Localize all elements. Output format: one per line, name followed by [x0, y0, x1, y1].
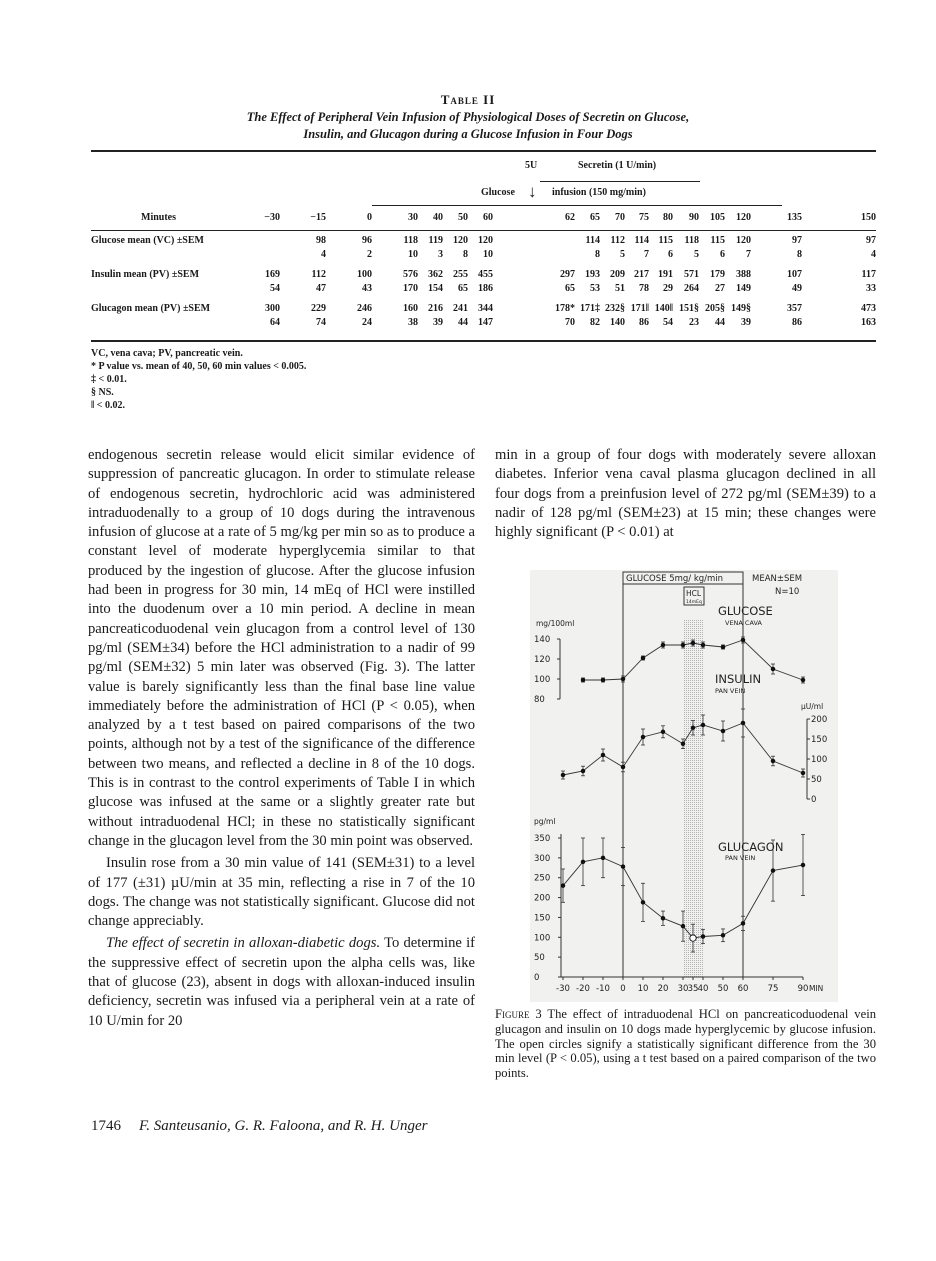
series-title: GLUCOSE — [718, 604, 773, 618]
data-point — [701, 723, 705, 727]
header-infusion: infusion (150 mg/min) — [552, 187, 646, 198]
hcl-band — [683, 620, 703, 977]
sem-cell: 39 — [433, 316, 443, 328]
glucagon-unit: pg/ml — [534, 817, 556, 826]
sem-cell: 49 — [792, 282, 802, 294]
mean-cell: 151§ — [679, 303, 699, 314]
sem-cell: 64 — [270, 316, 280, 328]
mean-cell: 255 — [453, 269, 468, 280]
glucagon-tick-label: 200 — [534, 893, 551, 904]
footnote: § NS. — [91, 387, 114, 398]
left-column — [88, 446, 475, 1031]
data-point — [621, 765, 625, 769]
mean-cell — [250, 234, 280, 248]
mean-cell: 191 — [658, 269, 673, 280]
data-point — [691, 641, 695, 645]
sem-cell: 43 — [362, 282, 372, 294]
sem-cell: 24 — [362, 316, 372, 328]
mean-cell: 455 — [478, 269, 493, 280]
data-point — [661, 643, 665, 647]
mean-cell: 119 — [428, 235, 443, 246]
sem-cell: 5 — [694, 248, 699, 260]
arrow-down-icon: ↓ — [528, 182, 537, 201]
x-tick-label: 0 — [620, 984, 626, 994]
data-point — [741, 922, 745, 926]
mean-cell: 169 — [265, 269, 280, 280]
mean-cell: 229 — [311, 303, 326, 314]
glucagon-tick-label: 0 — [534, 973, 540, 983]
sem-cell: 54 — [663, 316, 673, 328]
sem-cell: 65 — [458, 282, 468, 294]
sem-cell: 70 — [565, 316, 575, 328]
sem-cell: 27 — [715, 282, 725, 294]
mean-cell: 178* — [555, 303, 575, 314]
section-heading: The effect of secretin in alloxan-diabetic dogs. — [106, 935, 381, 952]
minute-header: 135 — [787, 212, 802, 224]
glucagon-tick-label: 100 — [534, 933, 551, 944]
sem-cell: 86 — [639, 316, 649, 328]
sem-cell: 5 — [620, 248, 625, 260]
sem-cell: 39 — [741, 316, 751, 328]
sem-cell: 3 — [438, 248, 443, 260]
sem-cell: 7 — [746, 248, 751, 260]
mean-cell: 209 — [610, 269, 625, 280]
sem-cell: 264 — [684, 282, 699, 294]
x-tick-label: 50 — [717, 984, 729, 994]
open-data-point — [690, 935, 696, 941]
minute-header: 120 — [736, 212, 751, 224]
mean-cell: 160 — [403, 303, 418, 314]
glucagon-tick-label: 150 — [534, 913, 551, 924]
minute-header: 60 — [483, 212, 493, 224]
x-tick-label: -10 — [596, 984, 610, 994]
mean-cell: 98 — [316, 235, 326, 246]
figure-3-chart — [530, 570, 840, 1002]
mean-cell: 193 — [585, 269, 600, 280]
sem-cell: 78 — [639, 282, 649, 294]
glucagon-tick-label: 50 — [534, 953, 545, 964]
sem-cell: 8 — [595, 248, 600, 260]
paragraph — [88, 934, 475, 1030]
minute-header: 40 — [433, 212, 443, 224]
sem-cell — [493, 248, 575, 262]
data-point — [601, 753, 605, 757]
data-point — [581, 678, 585, 682]
hcl-label: HCL — [686, 589, 702, 598]
mean-cell: 120 — [736, 235, 751, 246]
minute-header: −30 — [264, 212, 280, 224]
mean-cell: 118 — [403, 235, 418, 246]
series-subtitle: PAN VEIN — [715, 687, 746, 695]
data-point — [741, 721, 745, 725]
caption-text: The effect of intraduodenal HCl on pancreaticoduodenal vein glucagon and insulin on 10 dogs made hyperglycemic by glucose infusion. The open circles signify a statistically significant difference from the 30 min level (P < 0.05), using a t test based on a paired comparison of the two points. — [495, 1007, 876, 1081]
header-glucose: Glucose — [481, 187, 515, 198]
mean-cell: 232§ — [605, 303, 625, 314]
page-number: 1746 — [91, 1118, 121, 1134]
mean-cell: 246 — [357, 303, 372, 314]
data-point — [681, 643, 685, 647]
x-tick-label: -30 — [556, 984, 570, 994]
table-row-sem — [91, 316, 876, 330]
mean-cell: 97 — [792, 235, 802, 246]
footnote: ‡ < 0.01. — [91, 374, 127, 385]
mean-cell: 344 — [478, 303, 493, 314]
minute-header: 50 — [458, 212, 468, 224]
mean-cell: 149§ — [731, 303, 751, 314]
x-tick-label: 75 — [767, 984, 779, 994]
insulin-tick-label: 100 — [811, 755, 828, 765]
sem-cell: 6 — [668, 248, 673, 260]
table-row-sem — [91, 282, 876, 296]
data-point — [741, 638, 745, 642]
mean-cell: 576 — [403, 269, 418, 280]
hcl-dose: 14mEq — [686, 600, 702, 605]
row-label: Glucose mean (VC) ±SEM — [91, 235, 204, 246]
mean-cell: 171‡ — [580, 303, 600, 314]
right-column — [495, 446, 876, 542]
data-point — [561, 773, 565, 777]
mean-cell: 96 — [362, 235, 372, 246]
paragraph: min in a group of four dogs with moderately severe alloxan diabetes. Inferior vena caval plasma glucagon declined in all four dogs from a preinfusion level of 272 pg/ml (SEM±39) to a nadir of 128 pg/ml (SEM±23) at 15 min; these changes were highly significant (P < 0.01) at — [495, 447, 876, 541]
sem-cell: 74 — [316, 316, 326, 328]
x-axis-label: MIN — [809, 984, 824, 993]
sem-cell — [250, 248, 280, 262]
sem-cell: 44 — [715, 316, 725, 328]
minute-header: −15 — [310, 212, 326, 224]
minute-header: 62 — [565, 212, 575, 224]
data-point — [681, 742, 685, 746]
data-point — [771, 667, 775, 671]
mean-cell: 217 — [634, 269, 649, 280]
x-tick-label: 10 — [637, 984, 649, 994]
row-label: Insulin mean (PV) ±SEM — [91, 269, 200, 280]
mean-cell: 120 — [453, 235, 468, 246]
data-point — [561, 884, 565, 888]
x-tick-label: -20 — [576, 984, 590, 994]
glucagon-tick-label: 300 — [534, 853, 551, 864]
minute-header: 90 — [689, 212, 699, 224]
table-subtitle-line1: The Effect of Peripheral Vein Infusion of Physiological Doses of Secretin on Glucose, — [246, 110, 690, 124]
table-row-mean — [91, 268, 876, 282]
mean-cell — [493, 234, 575, 248]
glucose-unit: mg/100ml — [536, 619, 575, 628]
figure-caption — [495, 1007, 876, 1081]
data-point — [641, 901, 645, 905]
sem-cell: 8 — [797, 248, 802, 260]
data-point — [641, 656, 645, 660]
header-secretin: Secretin (1 U/min) — [578, 160, 657, 171]
sem-cell: 10 — [483, 248, 493, 260]
mean-cell: 100 — [357, 269, 372, 280]
data-point — [601, 678, 605, 682]
sem-cell: 4 — [321, 248, 326, 260]
minute-header: 75 — [639, 212, 649, 224]
data-point — [721, 934, 725, 938]
table-top-rule — [91, 150, 876, 152]
mean-cell: 241 — [453, 303, 468, 314]
data-point — [641, 735, 645, 739]
sem-cell: 7 — [644, 248, 649, 260]
table-row-mean — [91, 234, 876, 248]
glucose-span-rule — [372, 205, 782, 206]
sem-cell: 8 — [463, 248, 468, 260]
data-point — [581, 769, 585, 773]
row-label: Glucagon mean (PV) ±SEM — [91, 303, 211, 314]
minute-header: 105 — [710, 212, 725, 224]
data-point — [721, 729, 725, 733]
data-point — [621, 677, 625, 681]
table-title: Table II — [440, 92, 496, 107]
mean-cell: 112 — [610, 235, 625, 246]
data-point — [771, 869, 775, 873]
mean-cell: 115 — [710, 235, 725, 246]
sem-cell: 4 — [871, 248, 876, 260]
footnote: ‖ < 0.02. — [91, 400, 125, 411]
data-point — [701, 643, 705, 647]
data-point — [801, 863, 805, 867]
mean-cell: 179 — [710, 269, 725, 280]
mean-cell: 216 — [428, 303, 443, 314]
mean-cell: 140‖ — [654, 303, 673, 314]
mean-cell: 300 — [265, 303, 280, 314]
insulin-tick-label: 200 — [811, 715, 828, 725]
paragraph: Insulin rose from a 30 min value of 141 (SEM±31) to a level of 177 (±31) µU/min at 35 min, reflecting a rise in 7 of the 10 dogs. The change was not statistically significant. Glucose did not change appreciably. — [88, 855, 475, 930]
insulin-tick-label: 0 — [811, 795, 817, 805]
sem-cell: 38 — [408, 316, 418, 328]
mean-cell: 115 — [658, 235, 673, 246]
minute-header: 65 — [590, 212, 600, 224]
running-authors: F. Santeusanio, G. R. Faloona, and R. H. Unger — [139, 1118, 428, 1134]
sem-cell: 140 — [610, 316, 625, 328]
mean-cell: 388 — [736, 269, 751, 280]
header-dose: 5U — [525, 160, 538, 171]
glucose-tick-label: 120 — [534, 655, 551, 665]
sem-cell: 65 — [565, 282, 575, 294]
paragraph: endogenous secretin release would elicit similar evidence of suppression of pancreatic glucagon. In order to stimulate release of endogenous secretin, hydrochloric acid was administered intraduodenally to a group of 10 dogs during the intravenous infusion of glucose at a rate of 5 mg/kg per min so as to produce a constant level of moderate hyperglycemia similar to that produced by the ingestion of glucose. After the glucose infusion had been in progress for 30 min, 14 mEq of HCl were instilled into the duodenum over a 10 min period. A decline in mean pancreaticoduodenal vein glucagon from a control level of 130 pg/ml (SEM±34) before the HCl administration to a nadir of 99 pg/ml (SEM±32) 5 min later was observed (Fig. 3). The latter value is barely significantly less than the final base line value immediately before the administration of HCl (P < 0.05), when analyzed by a t test based on paired comparisons of the two points, although not by a test of the significance of the difference between two means, and reflected a decline in 8 of the 10 dogs. This is in contrast to the control experiments of Table I in which glucose was infused at the same or a slightly greater rate but without intraduodenal HCl; in these no statistically significant change in the glucagon level from the 30 min point was observed. — [88, 447, 475, 849]
paragraph-text: To determine if the suppressive effect of secretin upon the alpha cells was, like that of glucose (23), absent in dogs with alloxan-induced insulin deficiency, secretin was infused via a peripheral vein at a rate of 10 U/min for 20 — [88, 935, 475, 1029]
sem-cell: 147 — [478, 316, 493, 328]
mean-cell: 297 — [560, 269, 575, 280]
series-subtitle: PAN VEIN — [725, 854, 756, 862]
series-title: GLUCAGON — [718, 840, 784, 854]
minutes-row — [91, 209, 876, 227]
footnote: * P value vs. mean of 40, 50, 60 min values < 0.005. — [91, 361, 307, 372]
sem-cell: 154 — [428, 282, 443, 294]
x-tick-label: 20 — [657, 984, 669, 994]
sem-cell: 47 — [316, 282, 326, 294]
data-point — [581, 860, 585, 864]
sem-cell: 163 — [861, 316, 876, 328]
series-subtitle: VENA CAVA — [725, 619, 762, 627]
x-tick-label: 40 — [697, 984, 709, 994]
table-subtitle-line2: Insulin, and Glucagon during a Glucose Infusion in Four Dogs — [303, 127, 633, 141]
mean-cell: 107 — [787, 269, 802, 280]
insulin-tick-label: 150 — [811, 735, 828, 745]
minute-header: 80 — [663, 212, 673, 224]
minute-header: 150 — [861, 212, 876, 224]
table-footnotes — [91, 347, 306, 412]
sem-cell: 82 — [590, 316, 600, 328]
minutes-label: Minutes — [141, 212, 176, 224]
minute-header: 0 — [367, 212, 372, 224]
sem-cell: 54 — [270, 282, 280, 294]
glucose-tick-label: 100 — [534, 675, 551, 685]
sem-cell: 2 — [367, 248, 372, 260]
mean-cell: 473 — [861, 303, 876, 314]
n-label: N=10 — [775, 587, 800, 597]
table-row-mean — [91, 302, 876, 316]
sem-cell: 33 — [866, 282, 876, 294]
x-tick-label: 90 — [797, 984, 809, 994]
mean-cell: 114 — [634, 235, 649, 246]
data-point — [801, 771, 805, 775]
sem-cell: 170 — [403, 282, 418, 294]
mean-cell: 357 — [787, 303, 802, 314]
data-point — [701, 935, 705, 939]
data-point — [801, 678, 805, 682]
mean-cell: 171‖ — [630, 303, 649, 314]
data-point — [771, 759, 775, 763]
sem-cell: 6 — [720, 248, 725, 260]
series-title: INSULIN — [715, 672, 762, 686]
mean-cell: 120 — [478, 235, 493, 246]
mean-cell: 205§ — [705, 303, 725, 314]
sem-cell: 186 — [478, 282, 493, 294]
data-point — [661, 916, 665, 920]
minute-header: 30 — [408, 212, 418, 224]
x-tick-label: 60 — [737, 984, 749, 994]
data-point — [721, 645, 725, 649]
mean-cell: 114 — [585, 235, 600, 246]
mean-cell: 112 — [311, 269, 326, 280]
data-table — [91, 209, 876, 336]
glucose-tick-label: 140 — [534, 635, 551, 645]
insulin-unit: µU/ml — [801, 702, 824, 711]
caption-label: Figure 3 — [495, 1007, 542, 1021]
sem-cell: 29 — [663, 282, 673, 294]
mean-cell: 117 — [861, 269, 876, 280]
secretin-span-rule — [540, 181, 700, 182]
sem-cell: 149 — [736, 282, 751, 294]
sem-cell: 53 — [590, 282, 600, 294]
footnote: VC, vena cava; PV, pancreatic vein. — [91, 348, 243, 359]
sem-cell: 10 — [408, 248, 418, 260]
mean-cell: 571 — [684, 269, 699, 280]
infusion-label: GLUCOSE 5mg/ kg/min — [626, 574, 724, 584]
mean-cell: 118 — [684, 235, 699, 246]
glucagon-tick-label: 350 — [534, 834, 551, 844]
glucagon-tick-label: 250 — [534, 873, 551, 884]
data-point — [621, 865, 625, 869]
page-footer — [91, 1118, 427, 1135]
sem-cell: 23 — [689, 316, 699, 328]
mean-cell: 97 — [866, 235, 876, 246]
data-point — [691, 726, 695, 730]
data-point — [661, 730, 665, 734]
mean-cell: 362 — [428, 269, 443, 280]
sem-cell: 86 — [792, 316, 802, 328]
glucose-tick-label: 80 — [534, 695, 545, 705]
sem-cell: 51 — [615, 282, 625, 294]
sem-cell: 44 — [458, 316, 468, 328]
insulin-tick-label: 50 — [811, 775, 822, 785]
table-bottom-rule — [91, 340, 876, 342]
data-point — [681, 924, 685, 928]
data-point — [601, 856, 605, 860]
minute-header: 70 — [615, 212, 625, 224]
x-tick-label: 35 — [687, 984, 699, 994]
table-row-sem — [91, 248, 876, 262]
x-tick-label: 30 — [677, 984, 689, 994]
mean-sem-label: MEAN±SEM — [752, 574, 803, 584]
